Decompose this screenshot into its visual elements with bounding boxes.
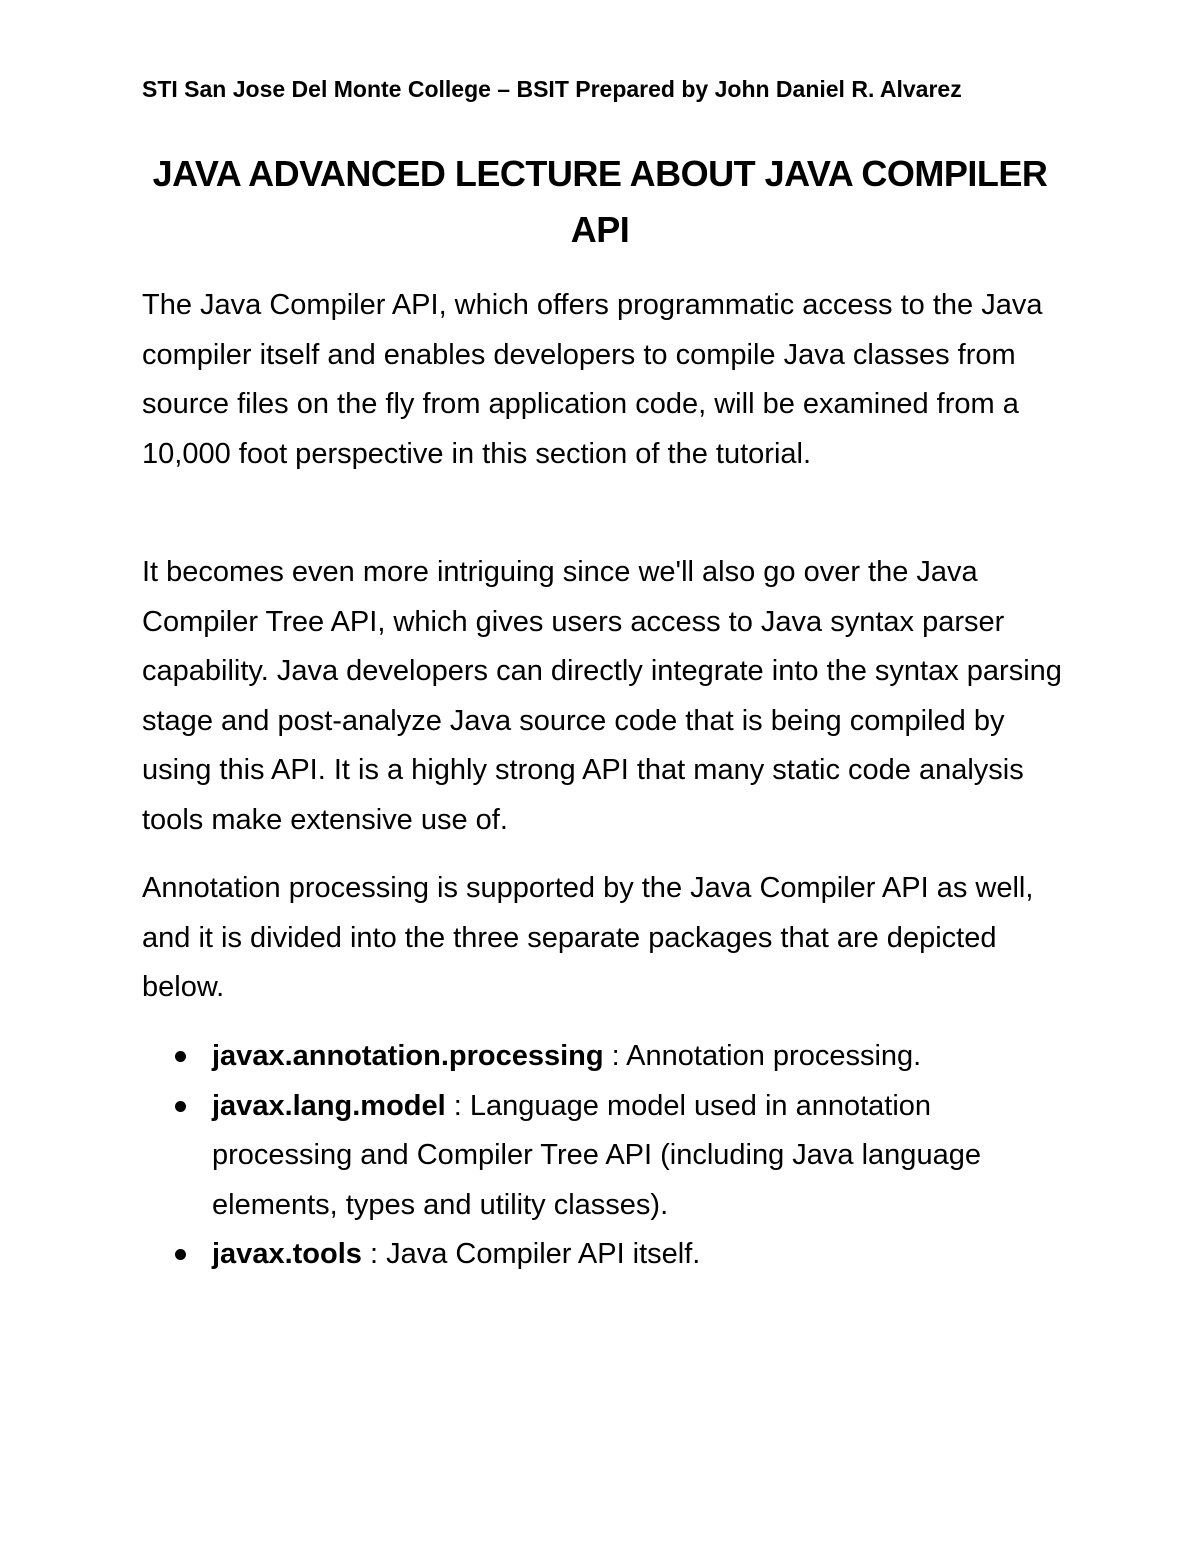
package-description: : Language model used in annotation processing and Compiler Tree API (including Java language elements, types and utility classes). — [212, 1089, 981, 1221]
intro-paragraph: The Java Compiler API, which offers programmatic access to the Java compiler itself and enables developers to compile Java classes from source files on the fly from application code, will be examined from a 10,000 foot perspective in this section of the tutorial. — [142, 289, 1043, 470]
bullet-icon — [175, 1249, 186, 1260]
package-list — [142, 1032, 1062, 1280]
package-name: javax.annotation.processing — [212, 1040, 604, 1072]
bullet-icon — [175, 1051, 186, 1062]
package-description: : Annotation processing. — [603, 1040, 922, 1072]
page-header: STI San Jose Del Monte College – BSIT Prepared by John Daniel R. Alvarez — [142, 76, 962, 102]
tree-api-paragraph: It becomes even more intriguing since we'll also go over the Java Compiler Tree API, which gives users access to Java syntax parser capability. Java developers can directly integrate into the syntax parsing stage and post-analyze Java source code that is being compiled by using this API. It is a highly strong API that many static code analysis tools make extensive use of. — [142, 556, 1062, 836]
page-title — [120, 146, 1080, 258]
list-item — [142, 1082, 1062, 1231]
package-description: : Java Compiler API itself. — [361, 1238, 701, 1270]
package-name: javax.lang.model — [212, 1089, 446, 1122]
package-name: javax.tools — [212, 1238, 362, 1270]
bullet-icon — [175, 1101, 186, 1112]
list-item — [142, 1230, 1062, 1280]
list-item — [142, 1032, 1062, 1082]
annotation-paragraph: Annotation processing is supported by the Java Compiler API as well, and it is divided into the three separate packages that are depicted below. — [142, 872, 1034, 1003]
page-title-line-2: API — [570, 209, 630, 250]
page-title-line-1: JAVA ADVANCED LECTURE ABOUT JAVA COMPILER — [152, 153, 1048, 194]
